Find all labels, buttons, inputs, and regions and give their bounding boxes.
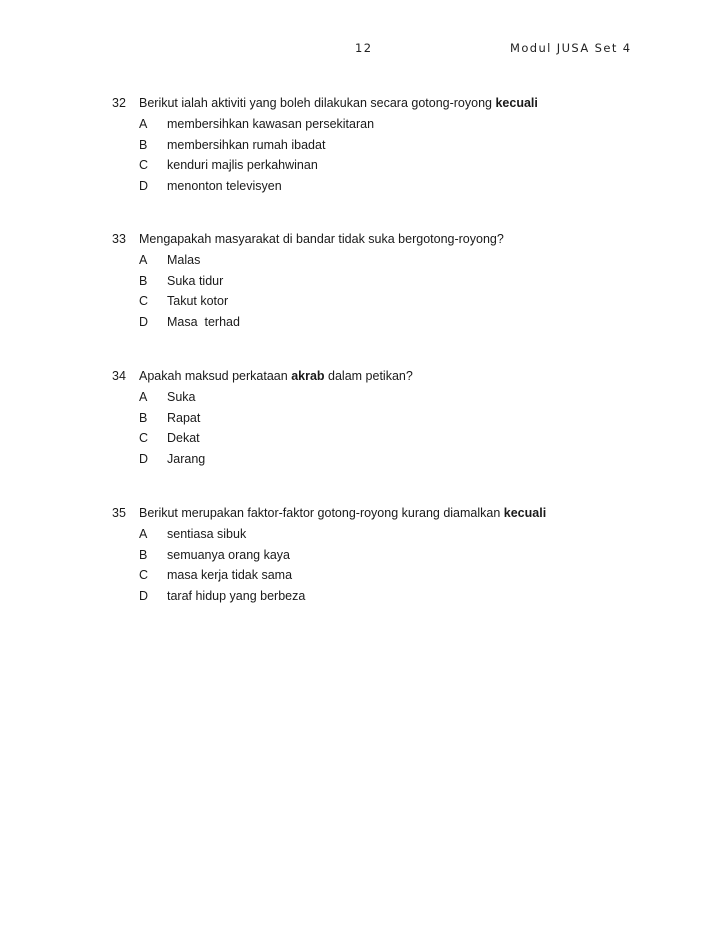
option-text: Dekat [167,431,200,446]
option-letter: C [139,568,149,583]
stem-text: Berikut merupakan faktor-faktor gotong-royong kurang diamalkan [139,506,504,520]
stem-emphasis: akrab [291,369,325,383]
option-a [0,114,728,135]
option-letter: B [139,137,148,152]
option-text: Rapat [167,410,201,425]
stem-text: Berikut ialah aktiviti yang boleh dilakukan secara gotong-royong [139,96,496,110]
option-d [0,449,728,470]
option-text: Jarang [167,452,206,467]
question-stem [139,366,413,387]
question-number: 33 [112,232,126,246]
option-text: membersihkan kawasan persekitaran [167,116,375,131]
page-header [0,41,728,57]
option-text: taraf hidup yang berbeza [167,589,306,604]
option-letter: D [139,315,149,330]
option-text: masa kerja tidak sama [167,568,293,583]
question-number: 35 [112,506,126,520]
option-letter: A [139,526,148,541]
question-number: 34 [112,369,126,383]
option-a [0,387,728,408]
option-c [0,565,728,586]
option-letter: C [139,158,149,173]
option-text: Malas [167,252,201,267]
option-a [0,524,728,545]
option-letter: D [139,452,149,467]
stem-emphasis: kecuali [495,96,538,110]
option-letter: C [139,431,149,446]
question-35 [0,503,728,607]
option-c [0,428,728,449]
stem-text-end: dalam petikan? [324,369,413,383]
option-text: sentiasa sibuk [167,526,247,541]
stem-emphasis: kecuali [503,506,547,520]
option-text: semuanya orang kaya [167,547,290,562]
option-letter: A [139,116,148,131]
option-a [0,250,728,271]
option-c [0,155,728,176]
option-letter: D [139,179,149,194]
question-stem-row [0,229,728,250]
option-d [0,312,728,333]
question-stem-row [0,503,728,524]
option-letter: A [139,389,148,404]
stem-text: Apakah maksud perkataan [139,369,292,383]
option-d [0,176,728,197]
option-b [0,271,728,292]
question-stem [139,503,546,524]
question-stem [139,93,538,114]
option-text: Masa terhad [167,315,240,330]
option-text: membersihkan rumah ibadat [167,137,326,152]
option-letter: A [139,252,148,267]
option-b [0,135,728,156]
option-letter: C [139,294,149,309]
option-letter: B [139,273,148,288]
option-text: Suka tidur [167,273,224,288]
question-number: 32 [112,96,126,110]
question-32 [0,93,728,197]
option-letter: B [139,410,148,425]
option-text: kenduri majlis perkahwinan [167,158,318,173]
option-d [0,586,728,607]
question-stem [139,229,504,250]
option-b [0,408,728,429]
module-title: Modul JUSA Set 4 [510,41,632,55]
option-letter: B [139,547,148,562]
option-text: Suka [167,389,196,404]
option-letter: D [139,589,149,604]
stem-text: Mengapakah masyarakat di bandar tidak suka bergotong-royong? [139,232,504,246]
question-34 [0,366,728,470]
option-c [0,291,728,312]
option-b [0,545,728,566]
option-text: menonton televisyen [167,179,282,194]
page-number: 12 [355,41,373,55]
question-33 [0,229,728,333]
option-text: Takut kotor [167,294,229,309]
question-stem-row [0,366,728,387]
question-stem-row [0,93,728,114]
